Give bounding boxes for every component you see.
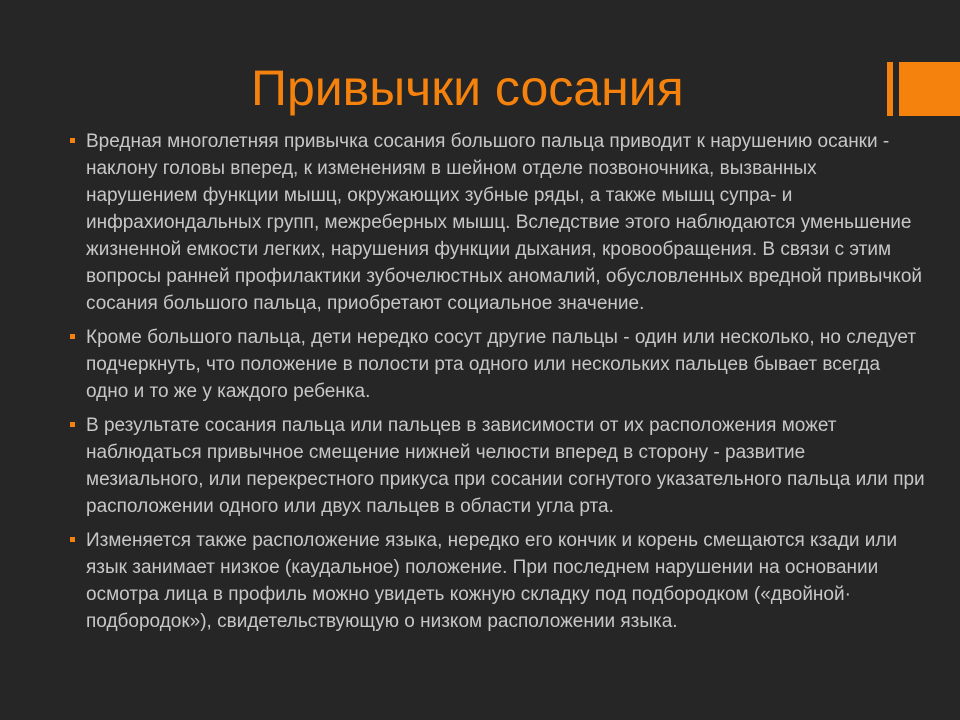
bullet-text: Изменяется также расположение языка, нередко его кончик и корень смещаются кзади или язык занимает низкое (каудальное) положение. При последнем нарушении на основании осмотра лица в профиль можно увидеть кожную складку под подбородком («двойной· подбородок»), свидетельствующую о низком расположении языка. (86, 530, 898, 632)
bullet-item (67, 128, 927, 317)
bullet-list (67, 128, 927, 642)
slide-title: Привычки сосания (251, 60, 684, 116)
accent-bar-thick (899, 62, 960, 116)
bullet-text: В результате сосания пальца или пальцев в зависимости от их расположения может наблюдаться привычное смещение нижней челюсти вперед в сторону - развитие мезиального, или перекрестного прикуса при сосании согнутого указательного пальца или при расположении одного или двух пальцев в области угла рта. (86, 415, 925, 517)
bullet-text: Кроме большого пальца, дети нередко сосут другие пальцы - один или несколько, но следует подчеркнуть, что положение в полости рта одного или нескольких пальцев бывает всегда одно и то же у каждого ребенка. (86, 327, 917, 402)
bullet-item (67, 527, 927, 635)
bullet-square-icon (70, 334, 75, 339)
bullet-item (67, 412, 927, 520)
bullet-square-icon (70, 138, 75, 143)
bullet-item (67, 324, 927, 405)
bullet-square-icon (70, 422, 75, 427)
bullet-text: Вредная многолетняя привычка сосания большого пальца приводит к нарушению осанки - наклону головы вперед, к изменениям в шейном отделе позвоночника, вызванных нарушением функции мышц, окружающих зубные ряды, а также мышц супра- и инфрахиондальных групп, межреберных мышц. Вследствие этого наблюдаются уменьшение жизненной емкости легких, нарушения функции дыхания, кровообращения. В связи с этим вопросы ранней профилактики зубочелюстных аномалий, обусловленных вредной привычкой сосания большого пальца, приобретают социальное значение. (86, 131, 923, 314)
accent-bar-thin (887, 62, 893, 116)
bullet-square-icon (70, 537, 75, 542)
